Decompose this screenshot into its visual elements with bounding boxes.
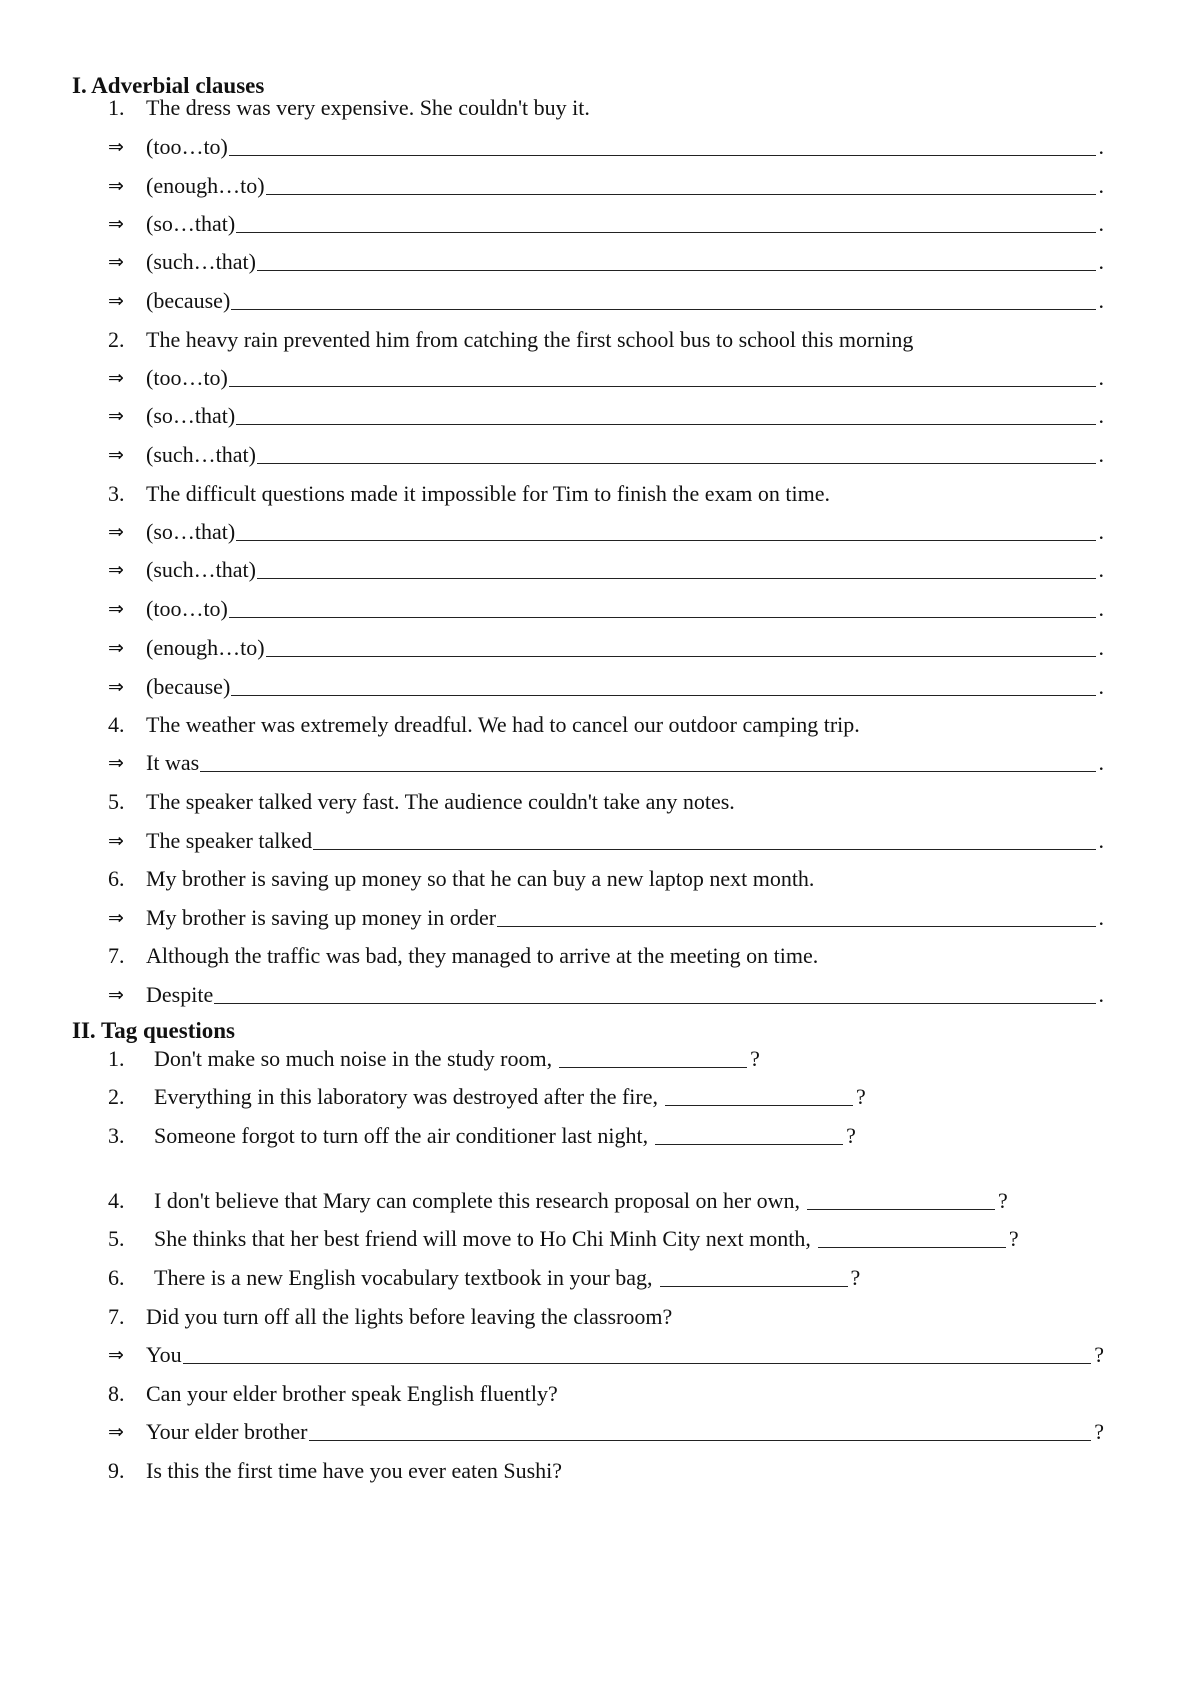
tag-blank[interactable] — [659, 1263, 849, 1293]
answer-prompt: The speaker talked — [146, 828, 313, 853]
answer-body — [146, 132, 1104, 162]
answer-prompt: (too…to) — [146, 134, 228, 159]
question-body — [154, 1044, 1104, 1074]
arrow-icon: ⇒ — [108, 830, 124, 852]
end-punctuation: . — [1098, 249, 1104, 274]
question-body — [146, 1456, 1104, 1486]
end-punctuation: . — [1098, 596, 1104, 621]
end-punctuation: . — [1098, 828, 1104, 853]
question-row — [108, 1302, 1104, 1332]
answer-row — [108, 748, 1104, 778]
question-text: Don't make so much noise in the study room, — [154, 1046, 553, 1071]
end-punctuation: . — [1098, 750, 1104, 775]
answer-prompt: My brother is saving up money in order — [146, 905, 497, 930]
answer-blank[interactable] — [230, 672, 1096, 702]
question-text: The speaker talked very fast. The audience couldn't take any notes. — [146, 789, 735, 814]
question-number: 6. — [108, 866, 125, 891]
answer-body — [146, 748, 1104, 778]
tag-blank[interactable] — [654, 1121, 844, 1151]
end-punctuation: ? — [856, 1084, 866, 1109]
arrow-icon: ⇒ — [108, 290, 124, 312]
answer-row — [108, 401, 1104, 431]
question-row — [108, 1186, 1104, 1216]
arrow-icon: ⇒ — [108, 637, 124, 659]
end-punctuation: . — [1098, 288, 1104, 313]
answer-body — [146, 826, 1104, 856]
end-punctuation: ? — [850, 1265, 861, 1290]
answer-blank[interactable] — [228, 363, 1097, 393]
end-punctuation: . — [1098, 674, 1104, 699]
answer-body — [146, 672, 1104, 702]
end-punctuation: . — [1098, 905, 1104, 930]
answer-body — [146, 555, 1104, 585]
answer-blank[interactable] — [182, 1340, 1093, 1370]
answer-row — [108, 594, 1104, 624]
question-body — [146, 710, 1104, 740]
question-text: I don't believe that Mary can complete this research proposal on her own, — [154, 1188, 801, 1213]
question-row — [108, 864, 1104, 894]
arrow-icon: ⇒ — [108, 521, 124, 543]
answer-blank[interactable] — [312, 826, 1096, 856]
answer-blank[interactable] — [256, 247, 1097, 277]
answer-row — [108, 517, 1104, 547]
end-punctuation: . — [1098, 442, 1104, 467]
question-row — [108, 710, 1104, 740]
arrow-icon: ⇒ — [108, 213, 124, 235]
question-number: 5. — [108, 1226, 125, 1251]
arrow-icon: ⇒ — [108, 752, 124, 774]
answer-blank[interactable] — [265, 171, 1097, 201]
question-number: 7. — [108, 943, 125, 968]
answer-blank[interactable] — [228, 132, 1097, 162]
question-row — [108, 325, 1104, 355]
answer-prompt: (enough…to) — [146, 173, 265, 198]
end-punctuation: . — [1098, 134, 1104, 159]
answer-row — [108, 171, 1104, 201]
answer-blank[interactable] — [213, 980, 1096, 1010]
answer-body — [146, 903, 1104, 933]
question-number: 3. — [108, 481, 125, 506]
question-body — [154, 1121, 1104, 1151]
answer-blank[interactable] — [256, 555, 1097, 585]
answer-row — [108, 1340, 1104, 1370]
answer-prompt: You — [146, 1342, 182, 1367]
question-body — [146, 1379, 1104, 1409]
question-row — [108, 1044, 1104, 1074]
question-row — [108, 1082, 1104, 1112]
answer-row — [108, 903, 1104, 933]
end-punctuation: . — [1098, 211, 1104, 236]
answer-body — [146, 1340, 1104, 1370]
answer-blank[interactable] — [235, 401, 1096, 431]
question-body — [146, 1302, 1104, 1332]
section-heading-adverbial-clauses: I. Adverbial clauses — [72, 73, 265, 98]
answer-body — [146, 209, 1104, 239]
end-punctuation: . — [1098, 519, 1104, 544]
answer-prompt: Despite — [146, 982, 214, 1007]
tag-blank[interactable] — [558, 1044, 748, 1074]
question-text: The heavy rain prevented him from catching the first school bus to school this morning — [146, 327, 914, 352]
answer-prompt: It was — [146, 750, 200, 775]
question-row — [108, 479, 1104, 509]
question-row — [108, 1456, 1104, 1486]
tag-blank[interactable] — [806, 1186, 996, 1216]
answer-prompt: (enough…to) — [146, 635, 265, 660]
end-punctuation: . — [1098, 635, 1104, 660]
question-body — [146, 941, 1104, 971]
answer-body — [146, 440, 1104, 470]
question-text: Did you turn off all the lights before leaving the classroom? — [146, 1304, 673, 1329]
end-punctuation: ? — [846, 1123, 856, 1148]
answer-body — [146, 286, 1104, 316]
answer-row — [108, 1417, 1104, 1447]
question-text: There is a new English vocabulary textbook in your bag, — [154, 1265, 653, 1290]
question-number: 1. — [108, 1046, 125, 1071]
question-number: 1. — [108, 95, 125, 120]
answer-blank[interactable] — [235, 517, 1096, 547]
question-number: 7. — [108, 1304, 125, 1329]
question-row — [108, 1263, 1104, 1293]
answer-body — [146, 980, 1104, 1010]
answer-prompt: (too…to) — [146, 596, 228, 621]
answer-row — [108, 440, 1104, 470]
arrow-icon: ⇒ — [108, 405, 124, 427]
answer-row — [108, 980, 1104, 1010]
question-text: The dress was very expensive. She couldn't buy it. — [146, 95, 590, 120]
tag-blank[interactable] — [817, 1224, 1007, 1254]
answer-prompt: (so…that) — [146, 519, 236, 544]
question-row — [108, 93, 1104, 123]
question-body — [146, 93, 1104, 123]
end-punctuation: ? — [1008, 1226, 1019, 1251]
question-row — [108, 941, 1104, 971]
question-body — [146, 787, 1104, 817]
question-body — [154, 1186, 1104, 1216]
end-punctuation: . — [1098, 403, 1104, 428]
arrow-icon: ⇒ — [108, 598, 124, 620]
question-number: 2. — [108, 327, 125, 352]
question-body — [146, 325, 1104, 355]
answer-row — [108, 247, 1104, 277]
answer-row — [108, 132, 1104, 162]
question-body — [154, 1082, 1104, 1112]
end-punctuation: . — [1098, 173, 1104, 198]
question-text: Can your elder brother speak English fluently? — [146, 1381, 558, 1406]
answer-prompt: (so…that) — [146, 211, 236, 236]
answer-body — [146, 1417, 1104, 1447]
answer-blank[interactable] — [256, 440, 1097, 470]
arrow-icon: ⇒ — [108, 136, 124, 158]
question-text: My brother is saving up money so that he can buy a new laptop next month. — [146, 866, 815, 891]
question-number: 8. — [108, 1381, 125, 1406]
end-punctuation: . — [1098, 557, 1104, 582]
end-punctuation: ? — [998, 1188, 1008, 1213]
question-body — [154, 1224, 1104, 1254]
answer-body — [146, 633, 1104, 663]
answer-prompt: (such…that) — [146, 249, 256, 274]
answer-row — [108, 633, 1104, 663]
answer-prompt: (so…that) — [146, 403, 236, 428]
answer-body — [146, 517, 1104, 547]
answer-row — [108, 209, 1104, 239]
answer-prompt: (such…that) — [146, 442, 256, 467]
arrow-icon: ⇒ — [108, 559, 124, 581]
end-punctuation: ? — [1094, 1419, 1104, 1444]
answer-blank[interactable] — [230, 286, 1096, 316]
answer-prompt: Your elder brother — [146, 1419, 308, 1444]
question-number: 5. — [108, 789, 125, 814]
tag-blank[interactable] — [664, 1082, 854, 1112]
question-row — [108, 1224, 1104, 1254]
question-row — [108, 787, 1104, 817]
question-number: 4. — [108, 712, 125, 737]
arrow-icon: ⇒ — [108, 907, 124, 929]
question-body — [154, 1263, 1104, 1293]
answer-blank[interactable] — [496, 903, 1096, 933]
answer-blank[interactable] — [235, 209, 1096, 239]
answer-row — [108, 672, 1104, 702]
arrow-icon: ⇒ — [108, 367, 124, 389]
question-body — [146, 864, 1104, 894]
question-number: 4. — [108, 1188, 125, 1213]
question-number: 9. — [108, 1458, 125, 1483]
answer-row — [108, 826, 1104, 856]
arrow-icon: ⇒ — [108, 444, 124, 466]
section-heading-tag-questions: II. Tag questions — [72, 1018, 235, 1043]
answer-blank[interactable] — [228, 594, 1097, 624]
answer-prompt: (too…to) — [146, 365, 228, 390]
answer-body — [146, 247, 1104, 277]
arrow-icon: ⇒ — [108, 676, 124, 698]
answer-prompt: (because) — [146, 674, 231, 699]
question-number: 2. — [108, 1084, 125, 1109]
answer-body — [146, 363, 1104, 393]
answer-blank[interactable] — [308, 1417, 1093, 1447]
answer-blank[interactable] — [199, 748, 1096, 778]
arrow-icon: ⇒ — [108, 175, 124, 197]
arrow-icon: ⇒ — [108, 984, 124, 1006]
question-number: 3. — [108, 1123, 125, 1148]
end-punctuation: . — [1098, 365, 1104, 390]
question-row — [108, 1379, 1104, 1409]
question-text: The weather was extremely dreadful. We had to cancel our outdoor camping trip. — [146, 712, 860, 737]
question-text: Everything in this laboratory was destroyed after the fire, — [154, 1084, 659, 1109]
end-punctuation: ? — [1094, 1342, 1104, 1367]
answer-prompt: (because) — [146, 288, 231, 313]
end-punctuation: . — [1098, 982, 1104, 1007]
question-text: She thinks that her best friend will move to Ho Chi Minh City next month, — [154, 1226, 811, 1251]
question-row — [108, 1121, 1104, 1151]
arrow-icon: ⇒ — [108, 251, 124, 273]
question-text: Is this the first time have you ever eaten Sushi? — [146, 1458, 563, 1483]
answer-row — [108, 555, 1104, 585]
question-text: Although the traffic was bad, they managed to arrive at the meeting on time. — [146, 943, 819, 968]
question-body — [146, 479, 1104, 509]
question-text: The difficult questions made it impossible for Tim to finish the exam on time. — [146, 481, 830, 506]
answer-row — [108, 286, 1104, 316]
question-number: 6. — [108, 1265, 125, 1290]
question-text: Someone forgot to turn off the air conditioner last night, — [154, 1123, 649, 1148]
end-punctuation: ? — [750, 1046, 760, 1071]
answer-body — [146, 171, 1104, 201]
answer-row — [108, 363, 1104, 393]
answer-prompt: (such…that) — [146, 557, 256, 582]
answer-body — [146, 401, 1104, 431]
answer-blank[interactable] — [265, 633, 1097, 663]
arrow-icon: ⇒ — [108, 1344, 124, 1366]
arrow-icon: ⇒ — [108, 1421, 124, 1443]
answer-body — [146, 594, 1104, 624]
